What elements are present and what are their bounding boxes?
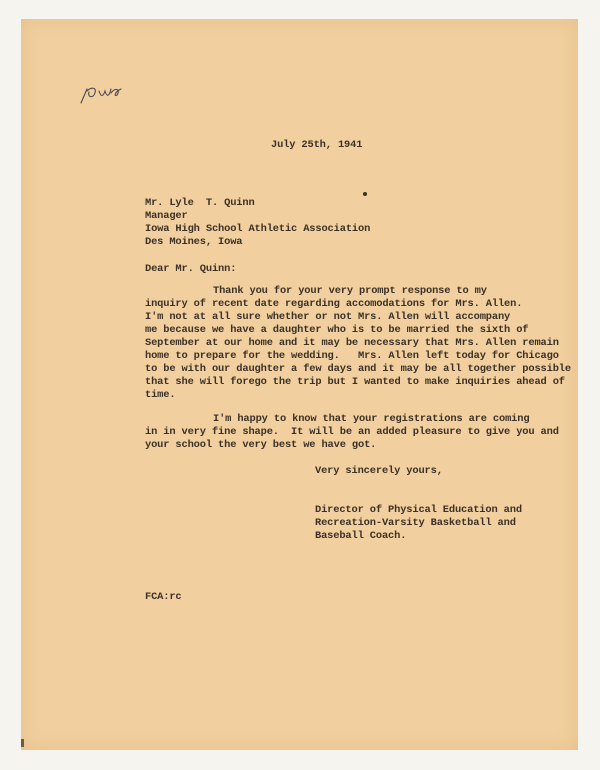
paragraph1-line: I'm not at all sure whether or not Mrs. Allen will accompany [145,311,511,323]
ink-dot [363,192,367,196]
paragraph1-line: home to prepare for the wedding. Mrs. Allen left today for Chicago [145,350,559,362]
reference-initials: FCA:rc [145,591,182,603]
handwritten-note [73,71,133,111]
paragraph1-line: to be with our daughter a few days and it may be all together possible [145,363,571,375]
recipient-title: Manager [145,210,188,222]
recipient-city: Des Moines, Iowa [145,236,243,248]
paragraph1-line: Thank you for your very prompt response to my [213,285,487,297]
paragraph2-line: in in very fine shape. It will be an added pleasure to give you and [145,426,559,438]
paragraph1-line: inquiry of recent date regarding accomodations for Mrs. Allen. [145,298,523,310]
paragraph1-line: that she will forego the trip but I wanted to make inquiries ahead of [145,376,565,388]
edge-mark [21,739,24,747]
recipient-organization: Iowa High School Athletic Association [145,223,371,235]
paragraph2-line: your school the very best we have got. [145,439,377,451]
letter-date: July 25th, 1941 [271,139,363,151]
closing: Very sincerely yours, [315,465,443,477]
paragraph1-line: me because we have a daughter who is to be married the sixth of [145,324,529,336]
signature-title-line: Baseball Coach. [315,530,407,542]
paragraph1-line: September at our home and it may be necessary that Mrs. Allen remain [145,337,559,349]
handwritten-note-text: Iowa [81,90,113,105]
salutation: Dear Mr. Quinn: [145,263,237,275]
signature-title-line: Recreation-Varsity Basketball and [315,517,516,529]
paragraph1-line: time. [145,389,176,401]
signature-title-line: Director of Physical Education and [315,504,522,516]
letter-page [21,19,578,750]
paragraph2-line: I'm happy to know that your registrations are coming [213,413,530,425]
recipient-name: Mr. Lyle T. Quinn [145,197,255,209]
